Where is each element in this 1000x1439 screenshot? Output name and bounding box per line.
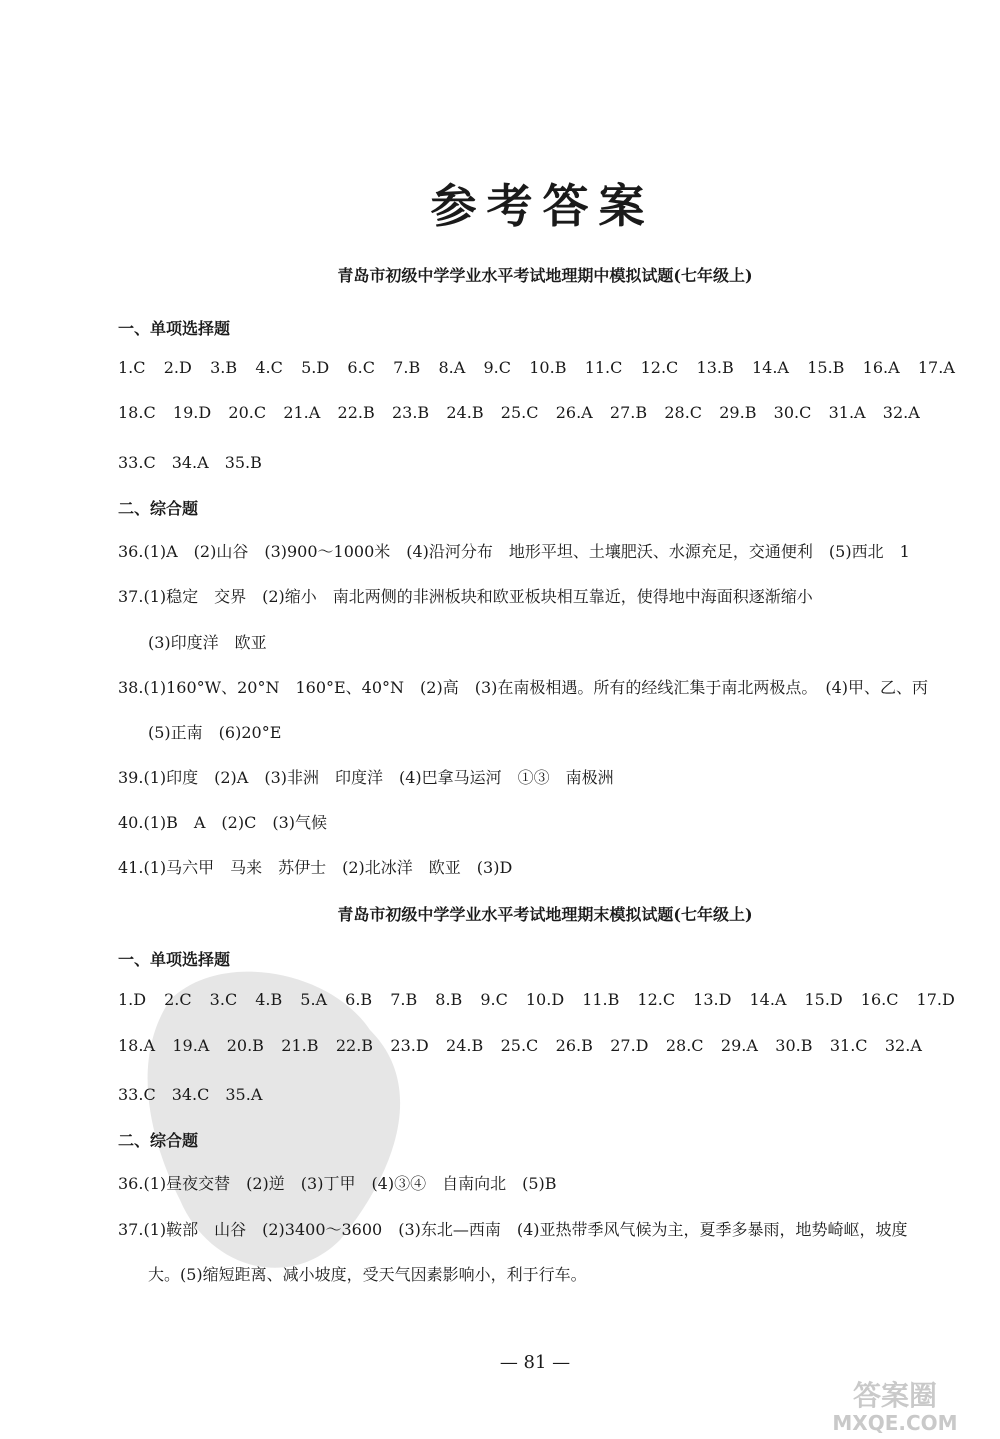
- watermark-line1: 答案圈: [852, 1379, 938, 1412]
- midterm-q38-line1: 38.(1)160°W、20°N 160°E、40°N (2)高 (3)在南极相遇。所有的经线汇集于南北两极点。 (4)甲、乙、丙: [118, 678, 929, 697]
- final-answers-row2: [118, 1036, 922, 1055]
- midterm-answer: 28.C: [664, 403, 703, 422]
- final-answer: 27.D: [610, 1036, 649, 1055]
- midterm-answer: 27.B: [609, 403, 648, 422]
- final-part2-heading: 二、综合题: [118, 1131, 199, 1150]
- midterm-answer: 23.B: [391, 403, 430, 422]
- final-answer: 30.B: [775, 1036, 813, 1055]
- final-answer: 22.B: [335, 1036, 374, 1055]
- midterm-answer: 5.D: [301, 358, 330, 377]
- final-answer: 1.D: [118, 990, 147, 1009]
- page-title: 参考答案: [430, 179, 655, 233]
- final-answer: 26.B: [555, 1036, 593, 1055]
- midterm-answer: 32.A: [882, 403, 920, 422]
- final-heading: 青岛市初级中学学业水平考试地理期末模拟试题(七年级上): [337, 905, 753, 924]
- page-number: — 81 —: [499, 1352, 571, 1373]
- final-answer: 4.B: [255, 990, 283, 1009]
- midterm-answer: 17.A: [917, 358, 955, 377]
- midterm-answer: 3.B: [210, 358, 238, 377]
- final-answer: 13.D: [693, 990, 732, 1009]
- final-answer: 2.C: [164, 990, 192, 1009]
- final-answer: 9.C: [480, 990, 508, 1009]
- midterm-answer: 6.C: [347, 358, 375, 377]
- final-answer: 17.D: [916, 990, 955, 1009]
- final-answer: 31.C: [829, 1036, 868, 1055]
- midterm-answer: 30.C: [773, 403, 812, 422]
- final-answer: 3.C: [209, 990, 238, 1009]
- final-q36: 36.(1)昼夜交替 (2)逆 (3)丁甲 (4)③④ 自南向北 (5)B: [118, 1174, 557, 1193]
- midterm-heading: 青岛市初级中学学业水平考试地理期中模拟试题(七年级上): [337, 266, 753, 285]
- midterm-q37-line2: (3)印度洋 欧亚: [148, 633, 267, 652]
- final-answers-row3: 33.C 34.C 35.A: [118, 1085, 263, 1104]
- midterm-answer: 21.A: [283, 403, 321, 422]
- final-answer: 21.B: [281, 1036, 319, 1055]
- watermark-logo: [800, 1375, 990, 1435]
- final-answer: 10.D: [525, 990, 565, 1009]
- midterm-q36: 36.(1)A (2)山谷 (3)900～1000米 (4)沿河分布 地形平坦、土壤肥沃、水源充足，交通便利 (5)西北 1: [118, 542, 910, 561]
- final-answer: 6.B: [345, 990, 373, 1009]
- final-answer: 23.D: [390, 1036, 429, 1055]
- final-answer: 16.C: [860, 990, 899, 1009]
- midterm-answer: 31.A: [828, 403, 866, 422]
- midterm-answer: 1.C: [118, 358, 146, 377]
- midterm-answer: 15.B: [807, 358, 845, 377]
- final-answer: 11.B: [582, 990, 620, 1009]
- midterm-answer: 10.B: [529, 358, 567, 377]
- midterm-answer: 22.B: [337, 403, 375, 422]
- midterm-answer: 8.A: [438, 358, 466, 377]
- midterm-answer: 26.A: [555, 403, 593, 422]
- final-answer: 28.C: [665, 1036, 704, 1055]
- final-answer: 14.A: [749, 990, 787, 1009]
- final-answer: 7.B: [390, 990, 418, 1009]
- midterm-answers-row3: 33.C 34.A 35.B: [118, 453, 262, 472]
- midterm-answers-row2: [118, 403, 920, 422]
- midterm-answer: 19.D: [172, 403, 212, 422]
- final-answers-row1: [118, 990, 955, 1009]
- final-q37-line1: 37.(1)鞍部 山谷 (2)3400～3600 (3)东北—西南 (4)亚热带季风气候为主，夏季多暴雨，地势崎岖，坡度: [118, 1220, 908, 1239]
- midterm-answer: 9.C: [483, 358, 512, 377]
- final-answer: 20.B: [226, 1036, 264, 1055]
- midterm-answer: 2.D: [163, 358, 192, 377]
- final-answer: 12.C: [637, 990, 676, 1009]
- midterm-answer: 14.A: [751, 358, 789, 377]
- midterm-q40: 40.(1)B A (2)C (3)气候: [118, 813, 327, 832]
- midterm-answer: 13.B: [696, 358, 734, 377]
- midterm-answer: 12.C: [640, 358, 679, 377]
- midterm-answer: 18.C: [118, 403, 156, 422]
- final-answer: 29.A: [720, 1036, 758, 1055]
- midterm-q41: 41.(1)马六甲 马来 苏伊士 (2)北冰洋 欧亚 (3)D: [118, 858, 513, 877]
- final-answer: 8.B: [435, 990, 463, 1009]
- midterm-part2-heading: 二、综合题: [118, 499, 199, 518]
- midterm-q39: 39.(1)印度 (2)A (3)非洲 印度洋 (4)巴拿马运河 ①③ 南极洲: [118, 768, 614, 787]
- final-answer: 5.A: [300, 990, 328, 1009]
- midterm-answer: 11.C: [584, 358, 623, 377]
- midterm-q37-line1: 37.(1)稳定 交界 (2)缩小 南北两侧的非洲板块和欧亚板块相互靠近，使得地中海面积逐渐缩小: [118, 587, 813, 606]
- final-q37-line2: 大。(5)缩短距离、减小坡度，受天气因素影响小，利于行车。: [148, 1265, 587, 1284]
- midterm-part1-heading: 一、单项选择题: [118, 319, 231, 338]
- midterm-answer: 29.B: [719, 403, 757, 422]
- midterm-answer: 24.B: [446, 403, 484, 422]
- midterm-answer: 20.C: [228, 403, 267, 422]
- midterm-answer: 7.B: [393, 358, 421, 377]
- final-answer: 24.B: [446, 1036, 484, 1055]
- midterm-answer: 16.A: [862, 358, 900, 377]
- final-answer: 25.C: [500, 1036, 539, 1055]
- midterm-answer: 4.C: [255, 358, 283, 377]
- midterm-q38-line2: (5)正南 (6)20°E: [148, 723, 282, 742]
- final-part1-heading: 一、单项选择题: [118, 950, 231, 969]
- watermark-line2: MXQE.COM: [832, 1411, 958, 1435]
- final-answer: 15.D: [804, 990, 843, 1009]
- midterm-answer: 25.C: [500, 403, 539, 422]
- final-answer: 32.A: [884, 1036, 922, 1055]
- midterm-answers-row1: [118, 358, 955, 377]
- final-answer: 18.A: [118, 1036, 155, 1055]
- final-answer: 19.A: [172, 1036, 210, 1055]
